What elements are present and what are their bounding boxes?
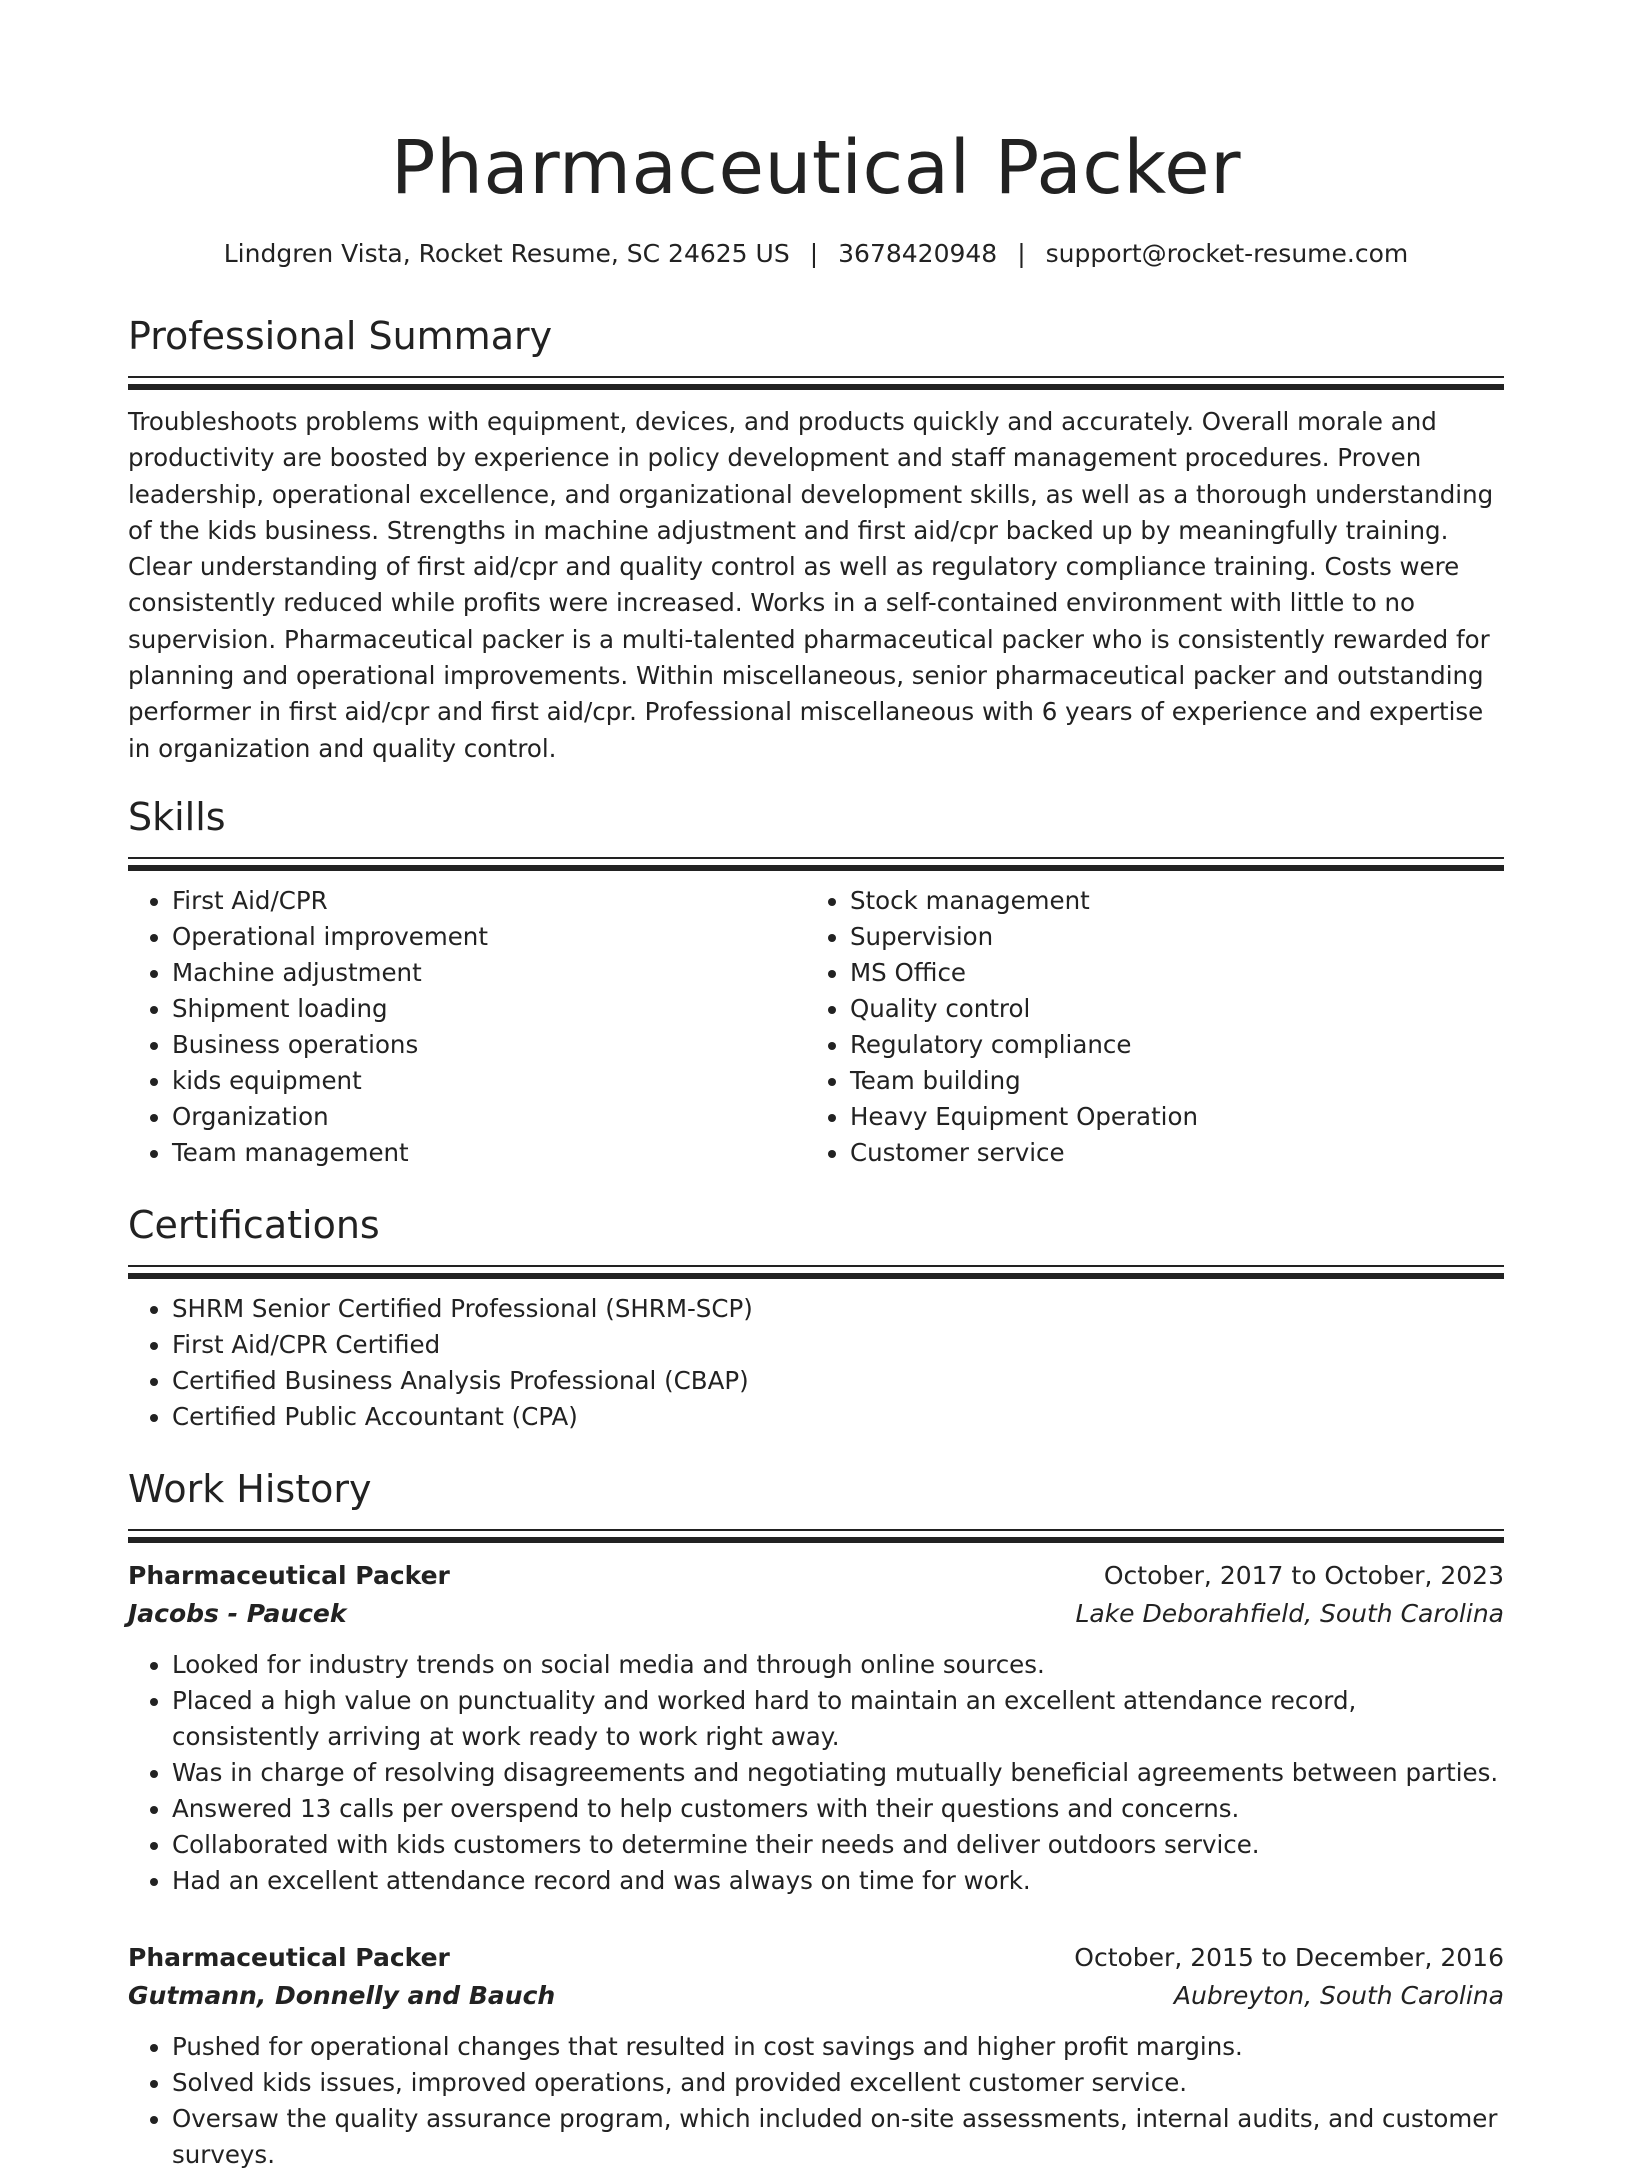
skill-item: • Quality control bbox=[850, 991, 1484, 1027]
skill-item: • Regulatory compliance bbox=[850, 1027, 1484, 1063]
summary-section bbox=[128, 312, 1504, 767]
skill-item: • Team management bbox=[172, 1135, 806, 1171]
job-header-row bbox=[128, 1939, 1504, 1977]
work-history-heading: Work History bbox=[128, 1466, 372, 1511]
job-title: Pharmaceutical Packer bbox=[128, 1560, 450, 1590]
job-entry bbox=[128, 1557, 1504, 1899]
section-divider bbox=[128, 1529, 1504, 1543]
contact-separator: | bbox=[809, 239, 819, 268]
job-company: Jacobs - Paucek bbox=[128, 1598, 347, 1628]
skill-item: • Machine adjustment bbox=[172, 955, 806, 991]
certification-item: • SHRM Senior Certified Professional (SHRM-SCP) bbox=[172, 1291, 1504, 1327]
job-duty: • Answered 13 calls per overspend to help customers with their questions and concerns. bbox=[172, 1791, 1504, 1827]
contact-email: support@rocket-resume.com bbox=[1045, 239, 1409, 268]
job-location: Aubreyton, South Carolina bbox=[1173, 1980, 1504, 2010]
skills-heading: Skills bbox=[128, 794, 226, 839]
job-entry bbox=[128, 1939, 1504, 2173]
skill-item: • Organization bbox=[172, 1099, 806, 1135]
resume-name: Pharmaceutical Packer bbox=[390, 125, 1242, 211]
skill-item: • Operational improvement bbox=[172, 919, 806, 955]
skill-item: • Team building bbox=[850, 1063, 1484, 1099]
skill-item: • First Aid/CPR bbox=[172, 883, 806, 919]
summary-text: Troubleshoots problems with equipment, devices, and products quickly and accurately. Overall morale and productivity are boosted by experience in policy development and staff management procedures. Proven leadership, operational excellence, and organizational development skills, as well as a thorough understanding of the kids business. Strengths in machine adjustment and first aid/cpr backed up by meaningfully training. Clear understanding of first aid/cpr and quality control as well as regulatory compliance training. Costs were consistently reduced while profits were increased. Works in a self-contained environment with little to no supervision. Pharmaceutical packer is a multi-talented pharmaceutical packer who is consistently rewarded for planning and operational improvements. Within miscellaneous, senior pharmaceutical packer and outstanding performer in first aid/cpr and first aid/cpr. Professional miscellaneous with 6 years of experience and expertise in organization and quality control. bbox=[128, 407, 1494, 763]
skills-list-right bbox=[806, 883, 1484, 1171]
job-duty: • Pushed for operational changes that resulted in cost savings and higher profit margins. bbox=[172, 2029, 1504, 2065]
skill-item: • Customer service bbox=[850, 1135, 1484, 1171]
job-duty: • Had an excellent attendance record and was always on time for work. bbox=[172, 1863, 1504, 1899]
job-duty: • Solved kids issues, improved operations, and provided excellent customer service. bbox=[172, 2065, 1504, 2101]
skill-item: • Supervision bbox=[850, 919, 1484, 955]
skill-item: • Heavy Equipment Operation bbox=[850, 1099, 1484, 1135]
section-divider bbox=[128, 376, 1504, 390]
job-company-row bbox=[128, 1595, 1504, 1633]
job-duties-list bbox=[128, 2029, 1504, 2173]
certifications-heading: Certifications bbox=[128, 1202, 380, 1247]
certifications-section bbox=[128, 1201, 1504, 1435]
contact-address: Lindgren Vista, Rocket Resume, SC 24625 US bbox=[223, 239, 790, 268]
job-duties-list bbox=[128, 1647, 1504, 1899]
skill-item: • kids equipment bbox=[172, 1063, 806, 1099]
contact-line bbox=[128, 236, 1504, 272]
certifications-list bbox=[128, 1291, 1504, 1435]
work-history-section bbox=[128, 1465, 1504, 2173]
job-dates: October, 2015 to December, 2016 bbox=[1074, 1942, 1504, 1972]
skills-grid bbox=[128, 871, 1504, 1171]
section-divider bbox=[128, 1265, 1504, 1279]
job-location: Lake Deborahfield, South Carolina bbox=[1075, 1598, 1504, 1628]
skill-item: • Business operations bbox=[172, 1027, 806, 1063]
job-duty: • Looked for industry trends on social media and through online sources. bbox=[172, 1647, 1504, 1683]
certification-item: • First Aid/CPR Certified bbox=[172, 1327, 1504, 1363]
job-duty: • Oversaw the quality assurance program, which included on-site assessments, internal audits, and customer surveys. bbox=[172, 2101, 1504, 2173]
skill-item: • MS Office bbox=[850, 955, 1484, 991]
job-title: Pharmaceutical Packer bbox=[128, 1942, 450, 1972]
job-duty: • Collaborated with kids customers to determine their needs and deliver outdoors service. bbox=[172, 1827, 1504, 1863]
skill-item: • Shipment loading bbox=[172, 991, 806, 1027]
certification-item: • Certified Business Analysis Professional (CBAP) bbox=[172, 1363, 1504, 1399]
job-dates: October, 2017 to October, 2023 bbox=[1103, 1560, 1504, 1590]
skills-section bbox=[128, 793, 1504, 1171]
skills-list-left bbox=[128, 883, 806, 1171]
job-duty: • Placed a high value on punctuality and worked hard to maintain an excellent attendance record, consistently arriving at work ready to work right away. bbox=[172, 1683, 1504, 1755]
contact-phone: 3678420948 bbox=[838, 239, 998, 268]
job-header-row bbox=[128, 1557, 1504, 1595]
summary-heading: Professional Summary bbox=[128, 314, 553, 358]
section-divider bbox=[128, 857, 1504, 871]
job-company-row bbox=[128, 1977, 1504, 2015]
job-company: Gutmann, Donnelly and Bauch bbox=[128, 1980, 556, 2010]
contact-separator: | bbox=[1017, 239, 1026, 268]
skill-item: • Stock management bbox=[850, 883, 1484, 919]
certification-item: • Certified Public Accountant (CPA) bbox=[172, 1399, 1504, 1435]
job-duty: • Was in charge of resolving disagreements and negotiating mutually beneficial agreements between parties. bbox=[172, 1755, 1504, 1791]
